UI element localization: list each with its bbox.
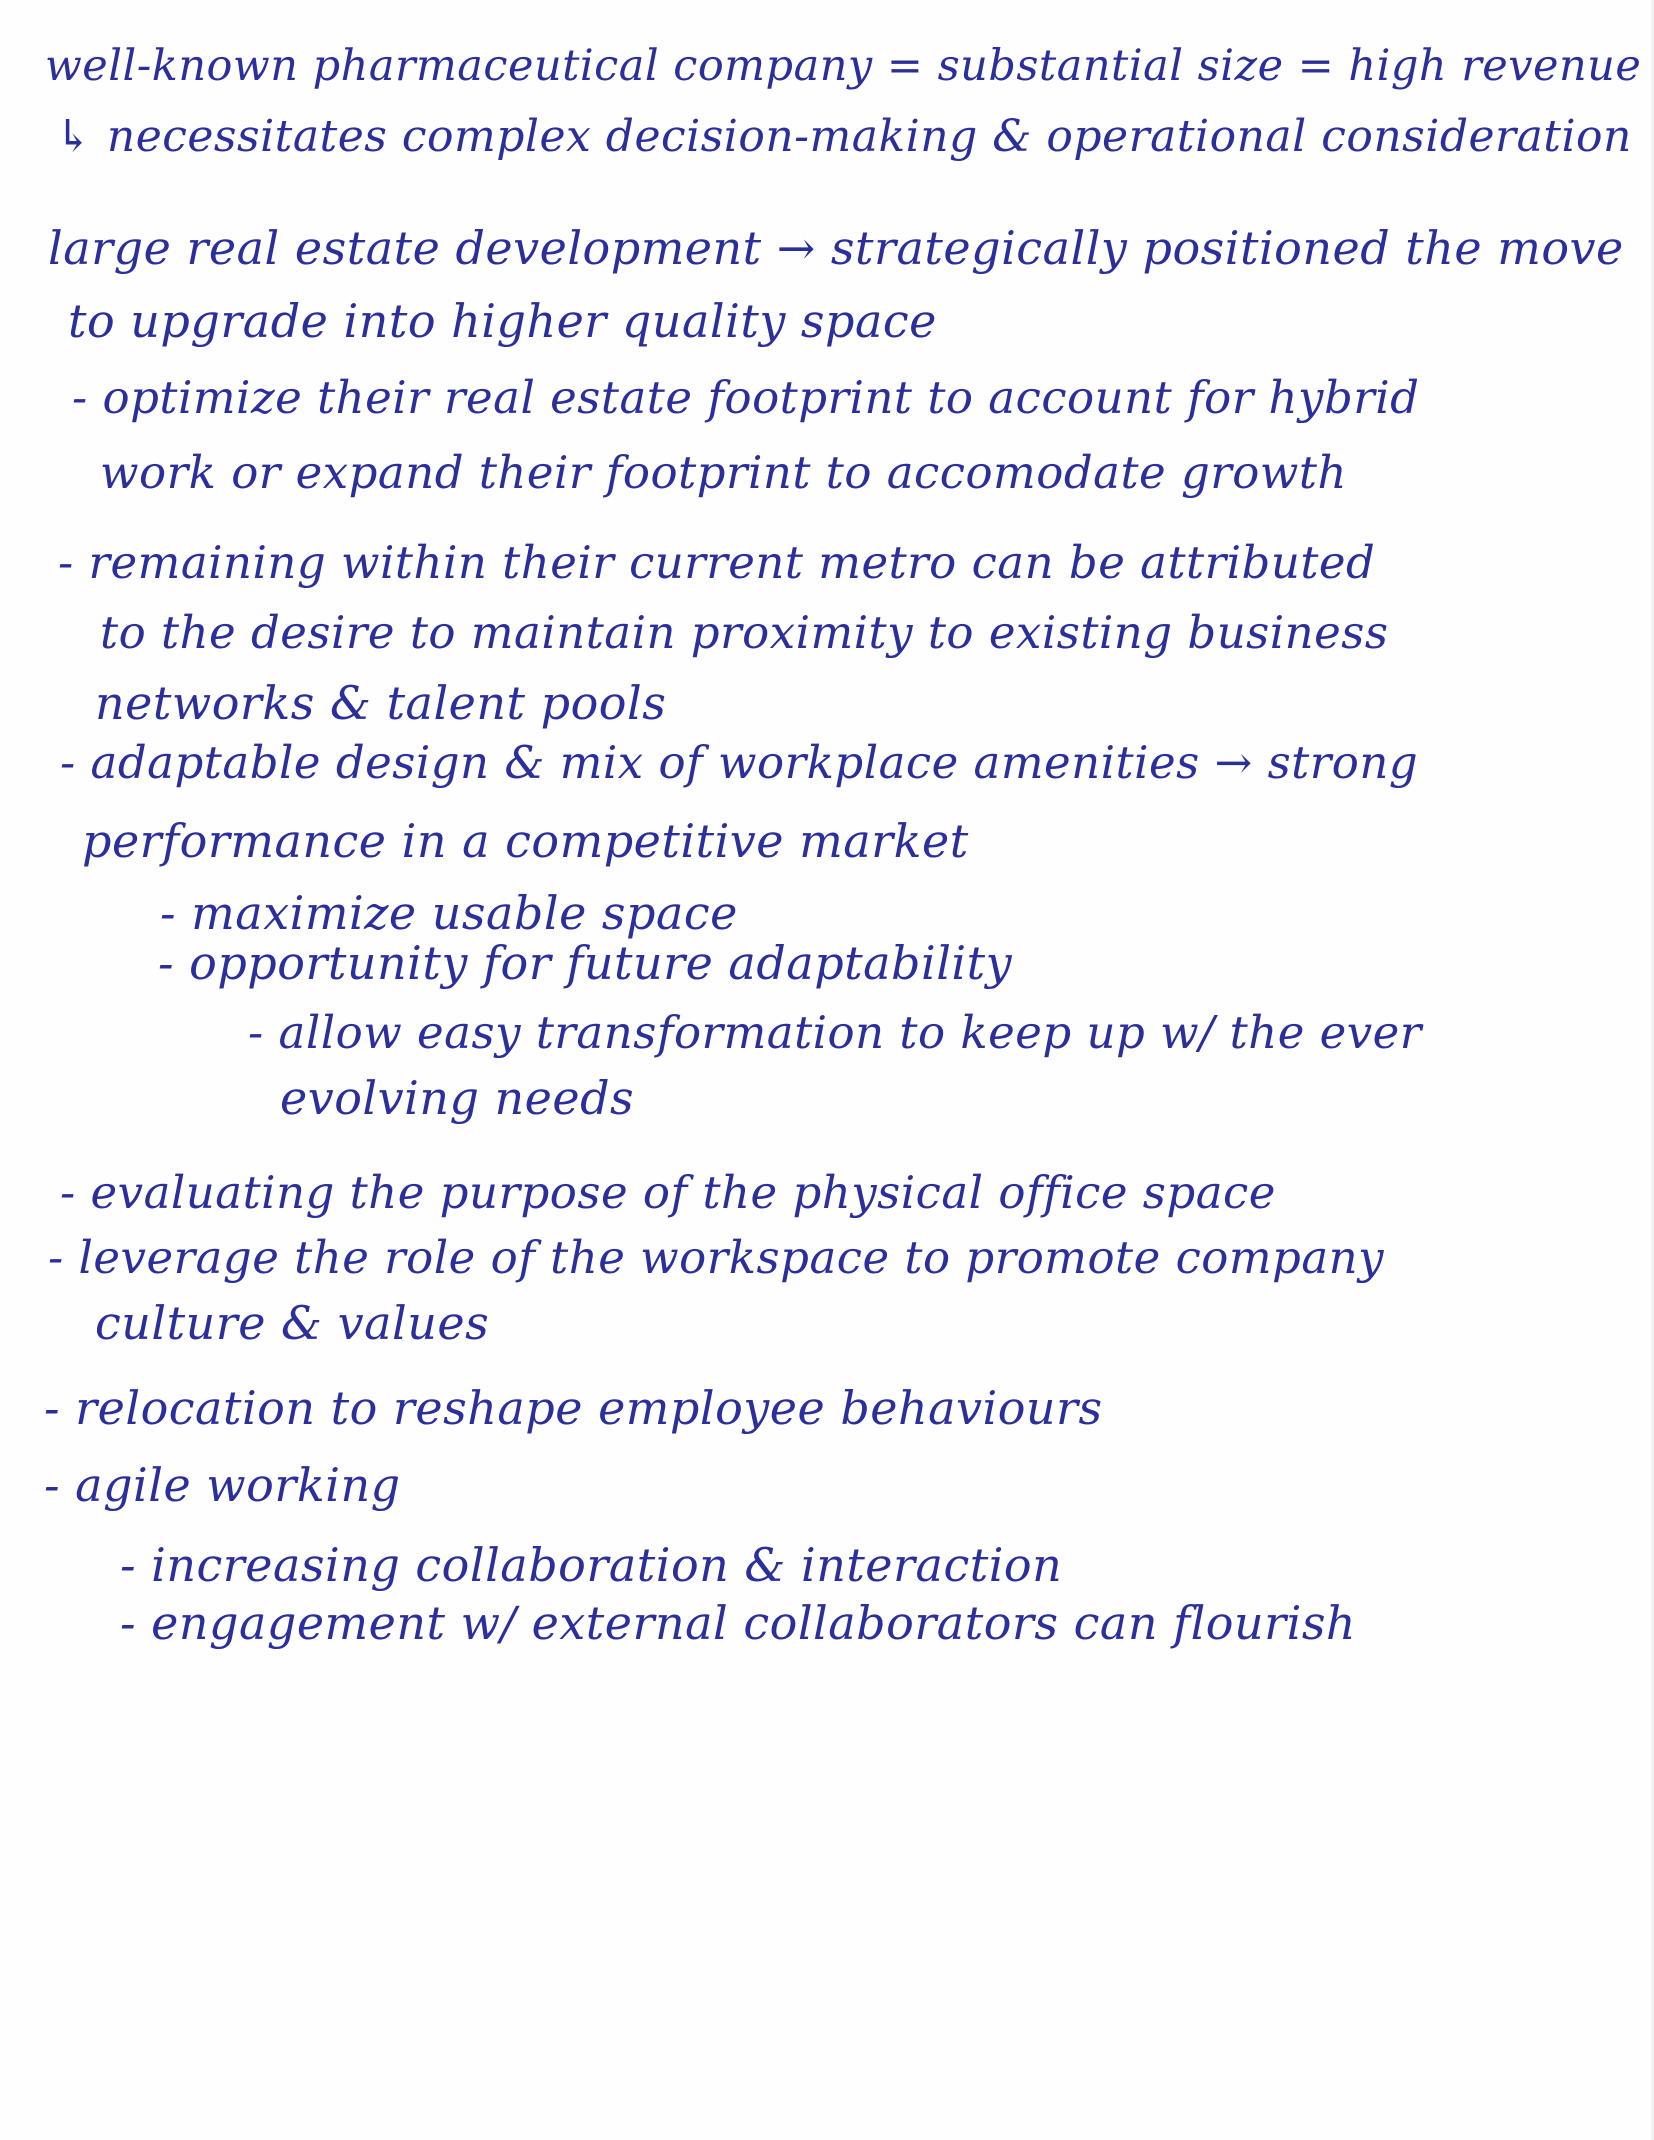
note-line-10: - adaptable design & mix of workplace amenities → strong (60, 736, 1419, 789)
note-line-14: - allow easy transformation to keep up w/ the ever (248, 1006, 1422, 1059)
note-line-16: - evaluating the purpose of the physical office space (60, 1166, 1276, 1219)
note-line-17: - leverage the role of the workspace to promote company (48, 1231, 1385, 1284)
note-line-11: performance in a competitive market (82, 814, 969, 868)
note-line-7: - remaining within their current metro can be attributed (58, 536, 1376, 589)
note-line-20: - agile working (44, 1458, 401, 1512)
note-line-22: - engagement w/ external collaborators can flourish (120, 1596, 1357, 1650)
note-line-2: ↳ necessitates complex decision-making & operational consideration (55, 111, 1632, 162)
note-line-3: large real estate development → strategically positioned the move (48, 221, 1624, 275)
note-line-15: evolving needs (280, 1071, 635, 1125)
note-line-8: to the desire to maintain proximity to existing business (100, 606, 1389, 659)
note-line-18: culture & values (95, 1296, 490, 1350)
note-line-1: well-known pharmaceutical company = substantial size = high revenue (45, 41, 1642, 91)
note-line-13: - opportunity for future adaptability (158, 936, 1013, 990)
note-line-4: to upgrade into higher quality space (68, 294, 937, 348)
note-line-9: networks & talent pools (95, 676, 667, 730)
note-line-12: - maximize usable space (160, 886, 738, 940)
note-line-21: - increasing collaboration & interaction (120, 1538, 1063, 1592)
note-line-6: work or expand their footprint to accomodate growth (100, 446, 1347, 499)
note-line-19: - relocation to reshape employee behaviours (44, 1381, 1103, 1435)
note-line-5: - optimize their real estate footprint to account for hybrid (72, 371, 1420, 424)
